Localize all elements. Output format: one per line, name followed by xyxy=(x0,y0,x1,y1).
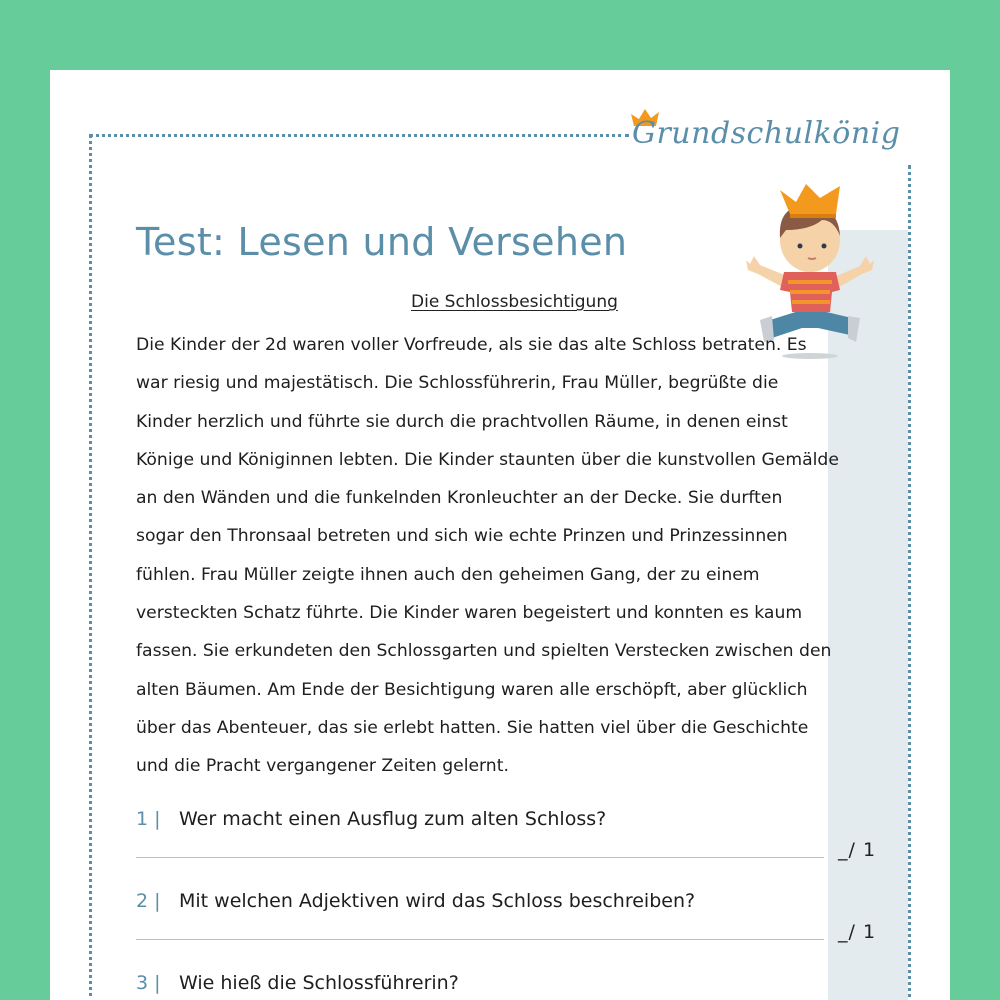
story-line: Die Kinder der 2d waren voller Vorfreude, als sie das alte Schloss betraten. Es xyxy=(136,335,807,355)
answer-line[interactable] xyxy=(136,939,824,940)
dotted-border-right xyxy=(908,165,911,1000)
score-field: _/ 1 xyxy=(838,839,877,861)
question-1 xyxy=(136,808,896,888)
story-line: alten Bäumen. Am Ende der Besichtigung waren alle erschöpft, aber glücklich xyxy=(136,679,808,700)
story-line: Kinder herzlich und führte sie durch die prachtvollen Räume, in denen einst xyxy=(136,411,788,432)
worksheet-page xyxy=(50,70,950,1000)
dotted-border-top xyxy=(89,134,629,137)
story-line: versteckten Schatz führte. Die Kinder waren begeistert und konnten es kaum xyxy=(136,603,803,624)
question-number: 1 | xyxy=(136,808,161,830)
dotted-border-left xyxy=(89,134,92,1000)
question-number: 3 | xyxy=(136,972,161,994)
story-line: fühlen. Frau Müller zeigte ihnen auch den geheimen Gang, der zu einem xyxy=(136,564,760,585)
logo-text: Grundschulkönig xyxy=(632,116,901,151)
story-line: sogar den Thronsaal betreten und sich wie echte Prinzen und Prinzessinnen xyxy=(136,526,788,547)
story-line: an den Wänden und die funkelnden Kronleuchter an der Decke. Sie durften xyxy=(136,488,783,509)
story-title: Die Schlossbesichtigung xyxy=(411,292,618,312)
question-text: Wer macht einen Ausflug zum alten Schloss? xyxy=(179,808,607,830)
story-line: über das Abenteuer, das sie erlebt hatten. Sie hatten viel über die Geschichte xyxy=(136,717,809,738)
question-2 xyxy=(136,890,896,970)
score-field: _/ 1 xyxy=(838,921,877,943)
story-line: war riesig und majestätisch. Die Schlossführerin, Frau Müller, begrüßte die xyxy=(136,373,779,394)
story-text xyxy=(136,326,839,786)
page-title: Test: Lesen und Versehen xyxy=(136,220,628,264)
question-text: Wie hieß die Schlossführerin? xyxy=(179,972,459,994)
question-3 xyxy=(136,972,896,1000)
question-text: Mit welchen Adjektiven wird das Schloss beschreiben? xyxy=(179,890,696,912)
question-number: 2 | xyxy=(136,890,161,912)
story-line: Könige und Königinnen lebten. Die Kinder staunten über die kunstvollen Gemälde xyxy=(136,449,839,470)
story-line: und die Pracht vergangener Zeiten gelernt. xyxy=(136,756,509,777)
story-line: fassen. Sie erkundeten den Schlossgarten und spielten Verstecken zwischen den xyxy=(136,641,832,662)
answer-line[interactable] xyxy=(136,857,824,858)
